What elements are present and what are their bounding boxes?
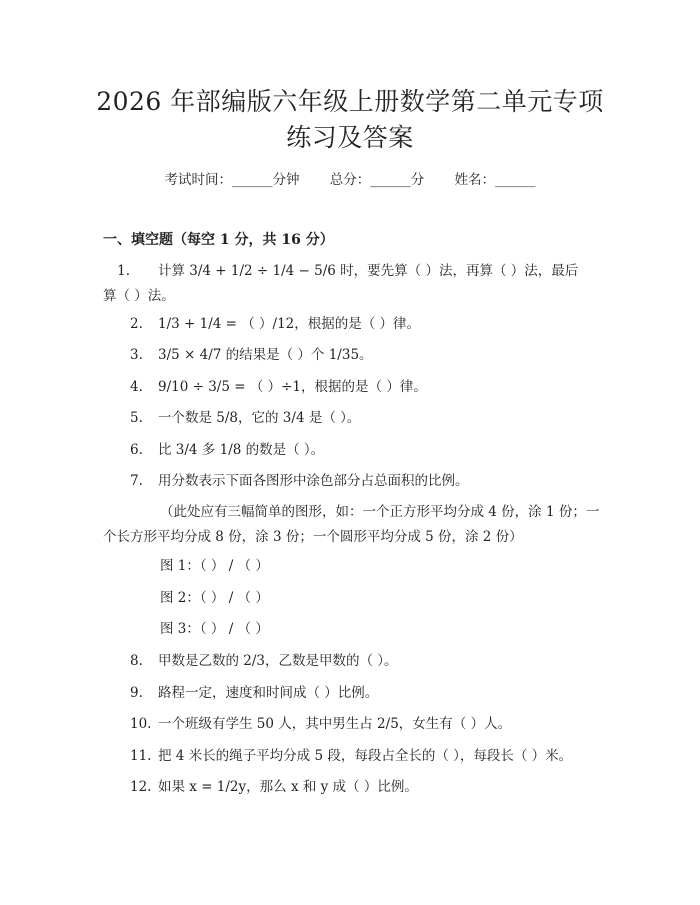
question-number: 12. <box>130 779 152 795</box>
question-6 <box>130 441 324 459</box>
question-number: 7. <box>130 473 143 489</box>
question-number: 4. <box>130 379 143 395</box>
question-text: 比 3/4 多 1/8 的数是（ ）。 <box>158 442 325 458</box>
question-text: 用分数表示下面各图形中涂色部分占总面积的比例。 <box>158 473 469 489</box>
question-number: 9. <box>130 685 143 701</box>
question-number: 6. <box>130 442 143 458</box>
exam-name-field: 姓名：______ <box>454 172 536 188</box>
title-line-2: 练习及答案 <box>286 123 414 152</box>
exam-info <box>0 171 700 189</box>
question-7 <box>130 472 469 490</box>
question-12 <box>130 778 418 796</box>
question-3 <box>130 346 373 364</box>
question-number: 10. <box>130 716 152 732</box>
question-number: 2. <box>130 316 143 332</box>
exam-time-field: 考试时间：______分钟 <box>164 172 300 188</box>
question-number: 5. <box>130 410 143 426</box>
question-number: 3. <box>130 347 143 363</box>
question-text: 计算 3/4 + 1/2 ÷ 1/4 − 5/6 时，要先算（ ）法，再算（ ）法，最后 <box>158 263 579 279</box>
question-number: 8. <box>130 653 143 669</box>
question-text: 1/3 + 1/4 = （ ）/12，根据的是（ ）律。 <box>158 316 421 332</box>
question-number: 1. <box>117 263 130 279</box>
question-text-continued: 算（ ）法。 <box>103 288 175 304</box>
question-8 <box>130 652 398 670</box>
figure-note <box>103 500 599 550</box>
question-text: 9/10 ÷ 3/5 = （ ）÷1，根据的是（ ）律。 <box>158 379 427 395</box>
question-text: 路程一定，速度和时间成（ ）比例。 <box>158 685 379 701</box>
question-4 <box>130 378 427 396</box>
document-title <box>60 84 640 156</box>
question-2 <box>130 315 420 333</box>
figure-answer-3: 图 3：（ ） / （ ） <box>160 621 269 637</box>
figure-answer-2: 图 2：（ ） / （ ） <box>160 590 269 606</box>
question-text: 3/5 × 4/7 的结果是（ ）个 1/35。 <box>158 347 373 363</box>
figure-answer-1: 图 1：（ ） / （ ） <box>160 558 269 574</box>
question-1 <box>103 259 578 309</box>
question-text: 一个数是 5/8，它的 3/4 是（ ）。 <box>158 410 361 426</box>
question-11 <box>130 747 572 765</box>
question-5 <box>130 409 360 427</box>
section-heading-fill-blank: 一、填空题（每空 1 分，共 16 分） <box>103 232 334 248</box>
question-text: 甲数是乙数的 2/3，乙数是甲数的（ ）。 <box>158 653 398 669</box>
question-number: 11. <box>130 748 152 764</box>
figure-note-line-2: 个长方形平均分成 8 份，涂 3 份；一个圆形平均分成 5 份，涂 2 份） <box>103 529 523 545</box>
question-9 <box>130 684 378 702</box>
figure-note-line-1: （此处应有三幅简单的图形，如：一个正方形平均分成 4 份，涂 1 份；一 <box>160 504 600 520</box>
exam-score-field: 总分：______分 <box>329 172 425 188</box>
question-10 <box>130 715 511 733</box>
title-line-1: 2026 年部编版六年级上册数学第二单元专项 <box>96 87 604 116</box>
question-text: 一个班级有学生 50 人，其中男生占 2/5，女生有（ ）人。 <box>158 716 512 732</box>
question-text: 如果 x = 1/2y，那么 x 和 y 成（ ）比例。 <box>158 779 418 795</box>
question-text: 把 4 米长的绳子平均分成 5 段，每段占全长的（ ），每段长（ ）米。 <box>158 748 573 764</box>
